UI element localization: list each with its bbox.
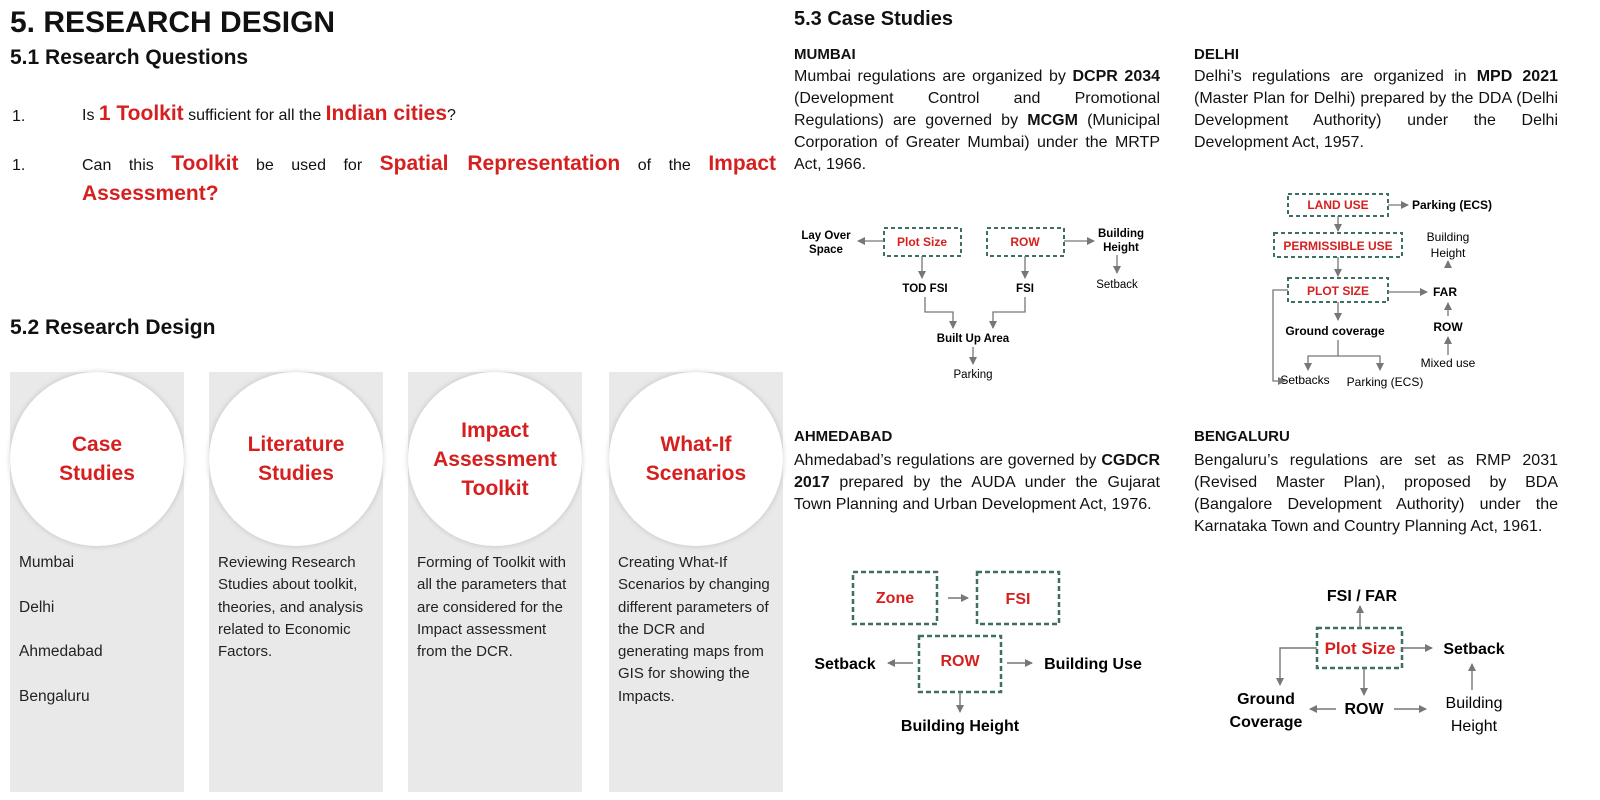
- mumbai-tod-fsi-label: TOD FSI: [902, 283, 948, 295]
- ahmedabad-diagram: [814, 572, 1142, 735]
- question-1-number: 1.: [12, 108, 26, 125]
- delhi-heading: DELHI: [1194, 46, 1239, 63]
- bengaluru-plot-size-label: Plot Size: [1324, 639, 1396, 658]
- bengaluru-setback-label: Setback: [1443, 641, 1505, 658]
- delhi-setbacks-label: Setbacks: [1280, 373, 1330, 387]
- case-studies-circle: Case Studies: [10, 372, 184, 546]
- delhi-permissible-use-label: PERMISSIBLE USE: [1283, 239, 1393, 253]
- delhi-mixed-use-label: Mixed use: [1420, 356, 1476, 370]
- bengaluru-heading: BENGALURU: [1194, 428, 1290, 445]
- list-item: Mumbai: [19, 554, 75, 571]
- mumbai-fsi-label: FSI: [1016, 283, 1034, 295]
- delhi-plot-size-label: PLOT SIZE: [1306, 284, 1370, 298]
- bengaluru-coverage-label: Coverage: [1229, 714, 1303, 731]
- list-item: Bengaluru: [19, 687, 90, 705]
- ahmedabad-building-height-label: Building Height: [900, 718, 1020, 735]
- list-item: Ahmedabad: [19, 643, 103, 661]
- mumbai-height-label: Height: [1103, 242, 1139, 254]
- bengaluru-building-label: Building: [1445, 695, 1503, 712]
- bengaluru-paragraph: Bengaluru’s regulations are set as RMP 2031 (Revised Master Plan), proposed by BDA (Bangalore Development Authority) under the Karnataka Town and Country Planning Act, 1961.: [1194, 452, 1558, 535]
- ahmedabad-row-label: ROW: [940, 653, 980, 670]
- bengaluru-row-label: ROW: [1344, 701, 1384, 718]
- delhi-height-label: Height: [1430, 246, 1466, 260]
- delhi-parking-label: Parking (ECS): [1412, 198, 1493, 212]
- mumbai-space-label: Space: [809, 244, 843, 256]
- question-2: Can this Toolkit be used for Spatial Representation of the Impact Assessment?: [82, 152, 776, 205]
- research-design-heading: 5.2 Research Design: [10, 316, 216, 339]
- mumbai-heading: MUMBAI: [794, 46, 856, 63]
- literature-studies-circle: Literature Studies: [209, 372, 383, 546]
- bengaluru-height-label: Height: [1450, 718, 1498, 735]
- ahmedabad-paragraph: Ahmedabad’s regulations are governed by CGDCR 2017 prepared by the AUDA under the Gujarat Town Planning and Urban Development Act, 1976.: [794, 452, 1160, 513]
- delhi-parking2-label: Parking (ECS): [1346, 375, 1424, 389]
- delhi-row-label: ROW: [1433, 320, 1463, 334]
- mumbai-built-up-label: Built Up Area: [936, 333, 1010, 345]
- bengaluru-ground-label: Ground: [1237, 691, 1295, 708]
- mumbai-diagram: [801, 228, 1144, 381]
- delhi-paragraph: Delhi’s regulations are organized in MPD 2021 (Master Plan for Delhi) prepared by the DDA (Delhi Development Authority) under the Delhi Development Act, 1957.: [1194, 68, 1559, 151]
- impact-assessment-text: Forming of Toolkit with all the parameters that are considered for the Impact assessment from the DCR.: [417, 554, 567, 661]
- ahmedabad-zone-label: Zone: [875, 590, 915, 607]
- mumbai-lay-over-label: Lay Over: [801, 230, 851, 242]
- ahmedabad-building-use-label: Building Use: [1044, 656, 1142, 673]
- question-1: Is 1 Toolkit sufficient for all the Indian cities?: [82, 102, 456, 125]
- bengaluru-diagram: [1230, 588, 1505, 735]
- research-questions-heading: 5.1 Research Questions: [10, 46, 249, 69]
- delhi-diagram: [1273, 194, 1492, 389]
- what-if-text: Creating What-If Scenarios by changing different parameters of the DCR and generating maps from GIS for showing the Impacts.: [618, 554, 770, 705]
- delhi-land-use-label: LAND USE: [1307, 198, 1369, 212]
- impact-assessment-circle: Impact Assessment Toolkit: [408, 372, 582, 546]
- list-item: Delhi: [19, 598, 55, 616]
- mumbai-paragraph: Mumbai regulations are organized by DCPR 2034 (Development Control and Promotional Regulations) are governed by MCGM (Municipal Corporation of Greater Mumbai) under the MRTP Act, 1966.: [794, 68, 1161, 173]
- mumbai-building-label: Building: [1098, 228, 1144, 240]
- delhi-far-label: FAR: [1433, 285, 1457, 299]
- mumbai-plot-size-label: Plot Size: [896, 235, 948, 249]
- literature-studies-text: Reviewing Research Studies about toolkit, theories, and analysis related to Economic Factors.: [218, 554, 364, 661]
- ahmedabad-fsi-label: FSI: [1005, 591, 1031, 608]
- bengaluru-fsi-far-label: FSI / FAR: [1326, 588, 1398, 605]
- question-2-number: 1.: [12, 157, 26, 174]
- delhi-ground-coverage-label: Ground coverage: [1285, 324, 1385, 338]
- delhi-building-label: Building: [1426, 230, 1470, 244]
- case-studies-heading: 5.3 Case Studies: [794, 8, 953, 30]
- ahmedabad-heading: AHMEDABAD: [794, 428, 893, 445]
- what-if-circle: What-If Scenarios: [609, 372, 783, 546]
- mumbai-row-label: ROW: [1010, 235, 1040, 249]
- mumbai-setback-label: Setback: [1096, 279, 1138, 291]
- page-heading: 5. RESEARCH DESIGN: [10, 6, 336, 39]
- mumbai-parking-label: Parking: [953, 369, 993, 381]
- ahmedabad-setback-label: Setback: [814, 656, 876, 673]
